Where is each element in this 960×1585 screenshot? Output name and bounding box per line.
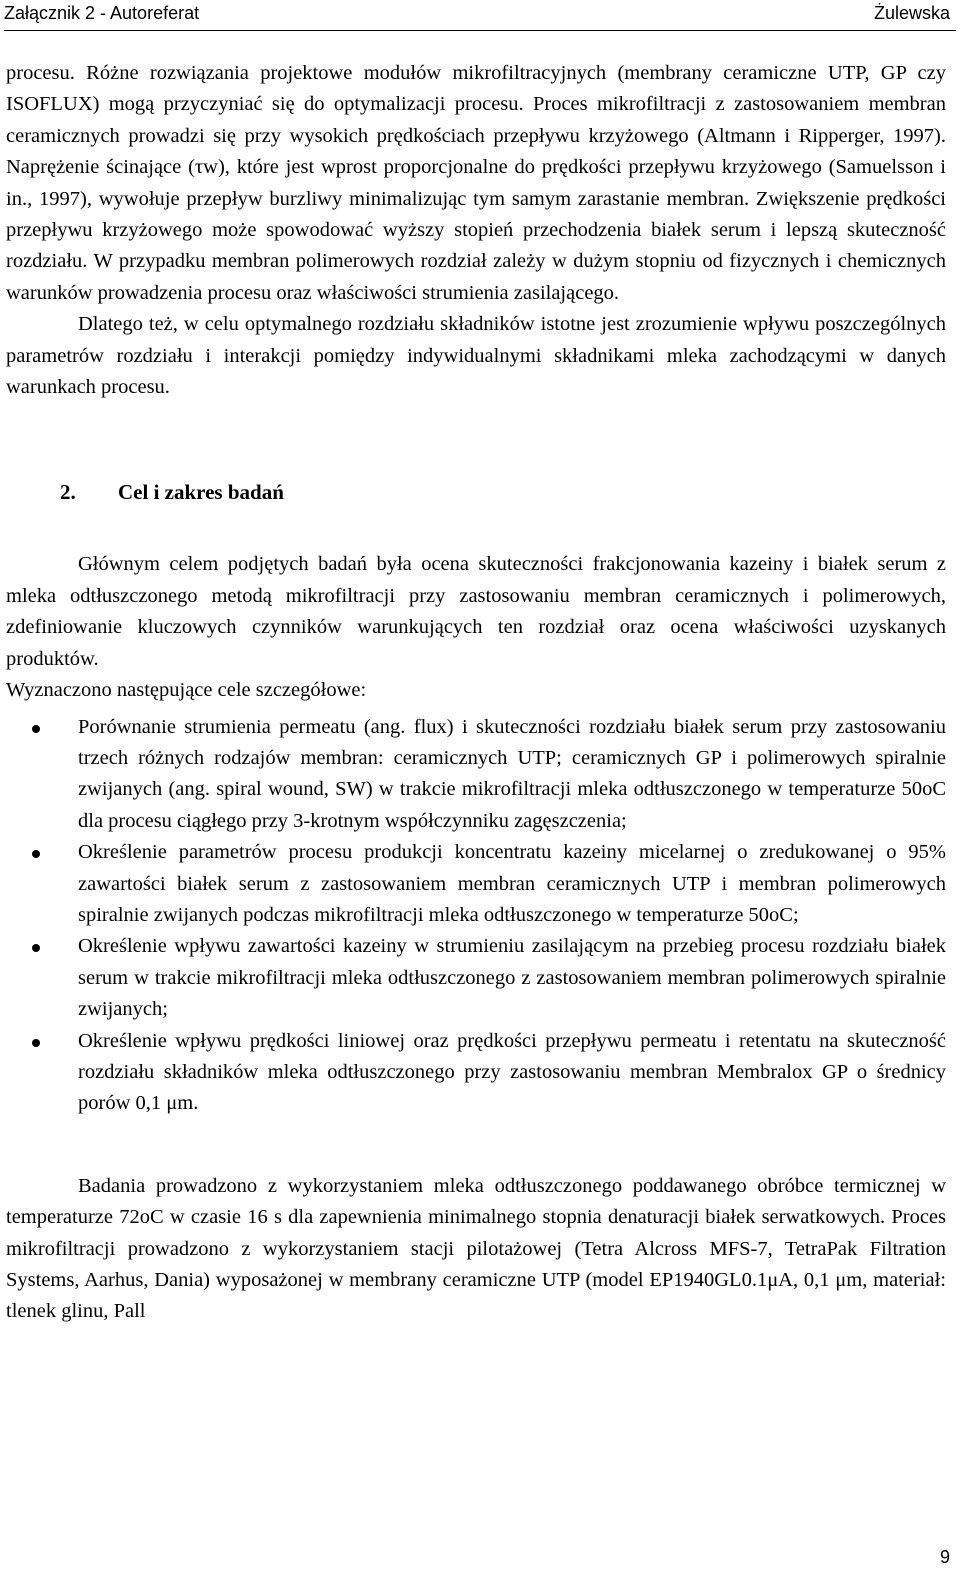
paragraph-optimal-separation: Dlatego też, w celu optymalnego rozdziału składników istotne jest zrozumienie wpływu poszczególnych parametrów rozdziału i interakcji pomiędzy indywidualnymi składnikami mleka zachodzącymi w danych warunkach procesu. — [6, 313, 946, 399]
list-item-text: Określenie wpływu zawartości kazeiny w strumieniu zasilającym na przebieg procesu rozdziału białek serum w trakcie mikrofiltracji mleka odtłuszczonego z zastosowaniem membran polimerowych spiralnie zwijanych; — [78, 935, 946, 1021]
page-header — [4, 0, 956, 30]
list-item — [78, 712, 946, 838]
aims-list — [6, 712, 946, 1120]
aims-lead: Wyznaczono następujące cele szczegółowe: — [6, 679, 367, 702]
list-item — [78, 931, 946, 1025]
header-author: Żulewska — [873, 3, 950, 23]
list-item — [78, 1026, 946, 1120]
list-item-text: Określenie parametrów procesu produkcji koncentratu kazeiny micelarnej o zredukowanej o 95% zawartości białek serum z zastosowaniem membran ceramicznych UTP i membran polimerowych spiralnie zwijanych podczas mikrofiltracji mleka odtłuszczonego w temperaturze 50oC; — [78, 841, 946, 926]
section-number: 2. — [60, 480, 76, 505]
page-body — [6, 58, 946, 1328]
bullet-icon — [32, 1039, 40, 1047]
paragraph-methods: Badania prowadzono z wykorzystaniem mleka odtłuszczonego poddawanego obróbce termicznej w temperaturze 72oC w czasie 16 s dla zapewnienia minimalnego stopnia denaturacji białek serwatkowych. Proces mikrofiltracji prowadzono z wykorzystaniem stacji pilotażowej (Tetra Alcross MFS-7, TetraPak Filtration Systems, Aarhus, Dania) wyposażonej w membrany ceramiczne UTP (model EP1940GL0.1μA, 0,1 μm, materiał: tlenek glinu, Pall — [6, 1174, 946, 1323]
paragraph-membranes: procesu. Różne rozwiązania projektowe modułów mikrofiltracyjnych (membrany ceramiczne UTP, GP czy ISOFLUX) mogą przyczyniać się do optymalizacji procesu. Proces mikrofiltracji z zastosowaniem membran ceramicznych prowadzi się przy wysokich prędkościach przepływu krzyżowego (Altmann i Ripperger, 1997). Naprężenie ścinające (τw), które jest wprost proporcjonalne do prędkości przepływu krzyżowego (Samuelsson i in., 1997), wywołuje przepływ burzliwy minimalizując tym samym zarastanie membran. Zwiększenie prędkości przepływu krzyżowego może spowodować wyższy stopień przechodzenia białek serum i lepszą skuteczność rozdziału. W przypadku membran polimerowych rozdział zależy w dużym stopniu od fizycznych i chemicznych warunków prowadzenia procesu oraz właściwości strumienia zasilającego. — [6, 62, 946, 304]
bullet-icon — [32, 944, 40, 952]
page-number: 9 — [939, 1547, 950, 1567]
header-rule — [4, 30, 956, 31]
list-item — [78, 837, 946, 931]
section-title: Cel i zakres badań — [118, 480, 284, 505]
section-heading — [60, 477, 946, 508]
paragraph-main-aim: Głównym celem podjętych badań była ocena skuteczności frakcjonowania kazeiny i białek serum z mleka odtłuszczonego metodą mikrofiltracji przy zastosowaniu membran ceramicznych i polimerowych, zdefiniowanie kluczowych czynników warunkujących ten rozdział oraz ocena właściwości uzyskanych produktów. — [6, 553, 946, 670]
list-item-text: Porównanie strumienia permeatu (ang. flux) i skuteczności rozdziału białek serum przy zastosowaniu trzech różnych rodzajów membran: ceramicznych UTP; ceramicznych GP i polimerowych spiralnie zwijanych (ang. spiral wound, SW) w trakcie mikrofiltracji mleka odtłuszczonego w temperaturze 50oC dla procesu ciągłego przy 3-krotnym współczynniku zagęszczenia; — [78, 715, 946, 832]
header-title: Załącznik 2 - Autoreferat — [4, 3, 200, 23]
bullet-icon — [32, 850, 40, 858]
list-item-text: Określenie wpływu prędkości liniowej oraz prędkości przepływu permeatu i retentatu na skuteczność rozdziału składników mleka odtłuszczonego przy zastosowaniu membran Membralox GP o średnicy porów 0,1 μm. — [78, 1029, 946, 1115]
bullet-icon — [32, 725, 40, 733]
